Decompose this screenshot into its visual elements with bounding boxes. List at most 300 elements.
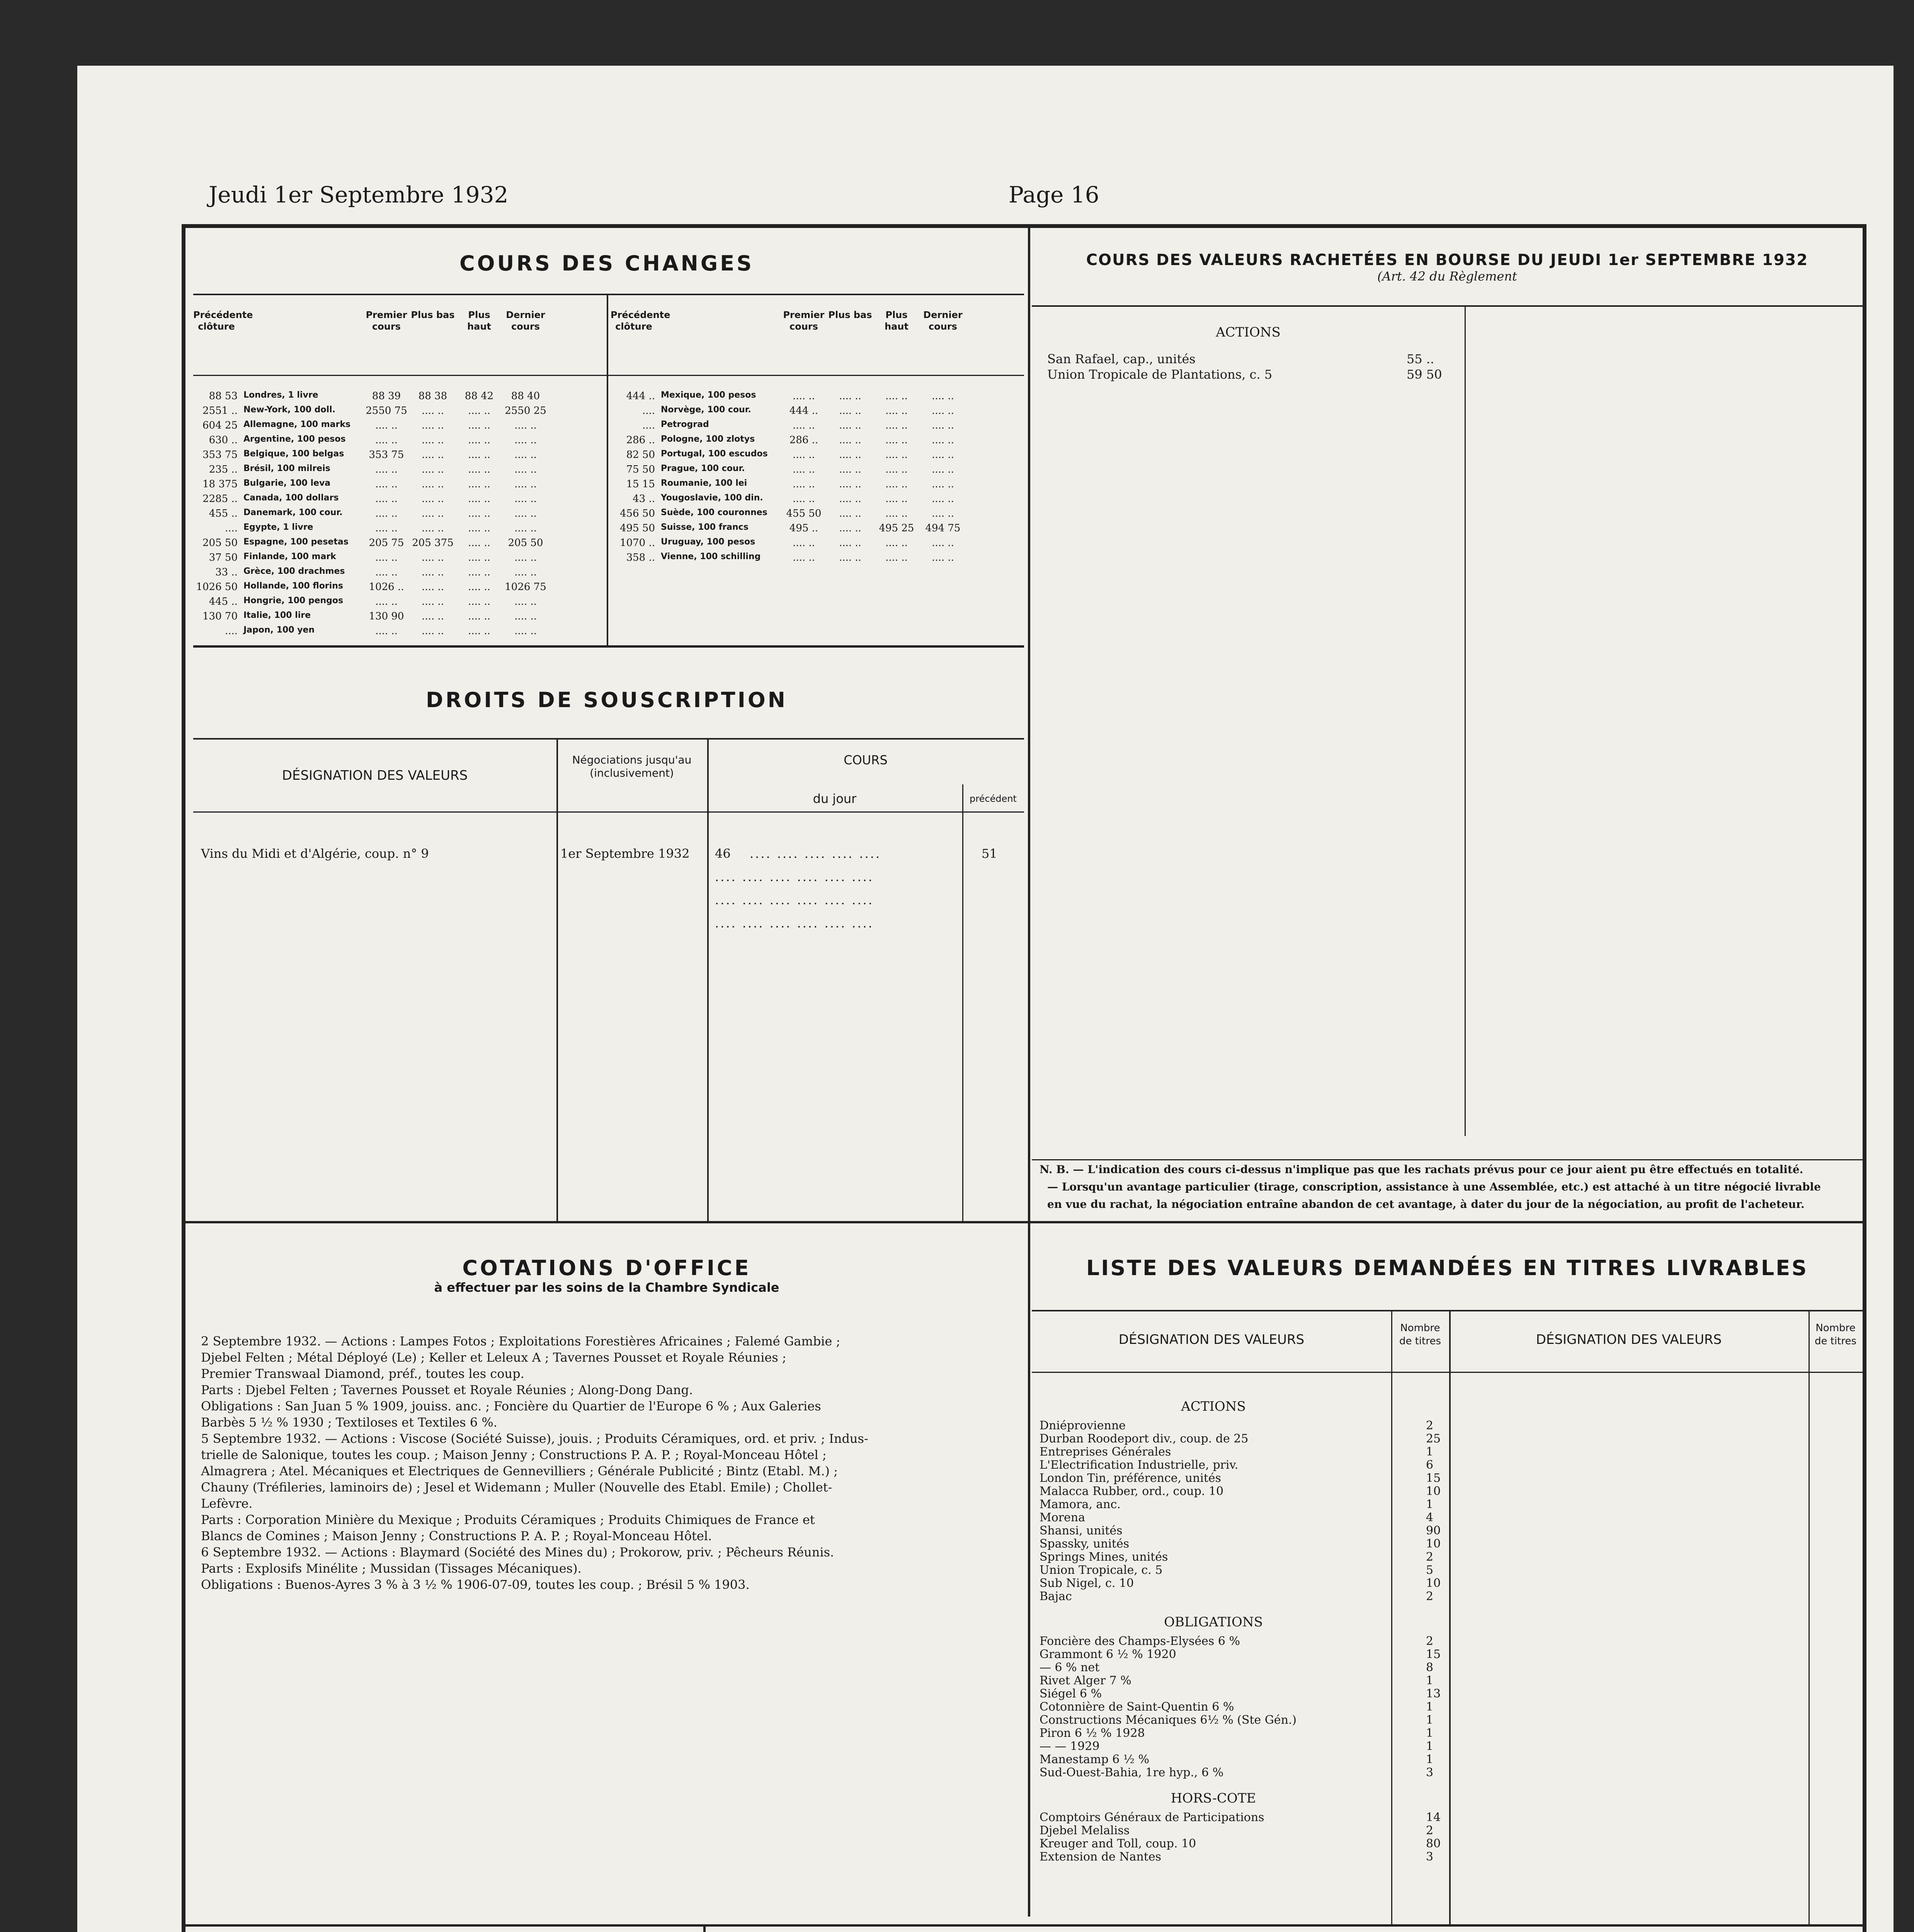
droits-col-cours: COURS [844, 753, 888, 767]
prev-close: 235 .. [209, 464, 238, 475]
prev-close: 456 50 [620, 508, 655, 519]
changes-right-row [611, 552, 1020, 566]
changes-left-row [193, 464, 603, 478]
cell-bas: .... .. [422, 522, 444, 534]
changes-right-row [611, 420, 1020, 434]
cell-dernier: .... .. [932, 508, 954, 519]
prev-close: 43 .. [633, 493, 655, 505]
currency-name: Portugal, 100 escudos [661, 449, 768, 459]
cotations-title: COTATIONS D'OFFICE [462, 1256, 751, 1280]
livrables-name: Springs Mines, unités [1040, 1550, 1168, 1564]
changes-right-row [611, 405, 1020, 420]
livrables-title: LISTE DES VALEURS DEMANDÉES EN TITRES LIVRABLES [1086, 1256, 1809, 1280]
cotations-line: Parts : Explosifs Minélite ; Mussidan (Tissages Mécaniques). [201, 1561, 582, 1576]
cell-dernier: 1026 75 [505, 581, 546, 593]
changes-left-row [193, 420, 603, 434]
livrables-section [1036, 1256, 1859, 1280]
livrables-row [1040, 1590, 1445, 1603]
livrables-col3 [1809, 1310, 1810, 1924]
cell-premier: .... .. [793, 464, 815, 475]
cell-haut: 88 42 [464, 390, 494, 402]
cell-haut: .... .. [468, 434, 490, 446]
cell-premier: .... .. [375, 566, 398, 578]
prev-close: 2285 .. [202, 493, 238, 505]
livrables-row [1040, 1550, 1445, 1563]
changes-right-row [611, 449, 1020, 464]
rachetees-nb-rule [1032, 1159, 1863, 1160]
livrables-row [1040, 1713, 1445, 1726]
cell-haut: .... .. [468, 420, 490, 431]
livrables-count: 8 [1426, 1661, 1434, 1674]
livrables-row [1040, 1471, 1445, 1485]
cotations-line: Obligations : Buenos-Ayres 3 % à 3 ½ % 1906-07-09, toutes les coup. ; Brésil 5 % 1903. [201, 1577, 750, 1592]
droits-col-du-jour: du jour [813, 791, 857, 806]
cell-haut: .... .. [468, 478, 490, 490]
livrables-row [1040, 1458, 1445, 1471]
livrables-count: 10 [1426, 1485, 1441, 1498]
cell-premier: .... .. [375, 493, 398, 505]
cell-dernier: .... .. [514, 449, 537, 461]
livrables-row [1040, 1498, 1445, 1511]
changes-left-row [193, 596, 603, 611]
cell-bas: 88 38 [418, 390, 447, 402]
livrables-count: 25 [1426, 1432, 1441, 1446]
livrables-col-nombre: Nombre de titres [1399, 1322, 1441, 1347]
cell-haut: .... .. [885, 464, 908, 475]
livrables-row [1040, 1419, 1445, 1432]
changes-right-col-5: Dernier cours [923, 310, 963, 332]
changes-left-row [193, 625, 603, 640]
cotations-line: Blancs de Comines ; Maison Jenny ; Constructions P. A. P. ; Royal-Monceau Hôtel. [201, 1529, 712, 1543]
cell-bas: .... .. [839, 537, 861, 549]
livrables-name: London Tin, préférence, unités [1040, 1471, 1222, 1485]
currency-name: Prague, 100 cour. [661, 464, 745, 473]
rachetees-nb-1: N. B. — L'indication des cours ci-dessus n'implique pas que les rachats prévus pour ce jour aient pu être effectués en totalité. [1040, 1163, 1803, 1176]
cell-premier: 455 50 [786, 508, 822, 519]
livrables-row [1040, 1577, 1445, 1590]
cell-dernier: .... .. [932, 537, 954, 549]
changes-left-row [193, 566, 603, 581]
cell-premier: 88 39 [372, 390, 401, 402]
currency-name: Norvège, 100 cour. [661, 405, 751, 415]
cell-bas: .... .. [839, 464, 861, 475]
cell-premier: .... .. [375, 508, 398, 519]
cell-haut: .... .. [885, 434, 908, 446]
currency-name: Belgique, 100 belgas [243, 449, 344, 459]
droits-col-designation: DÉSIGNATION DES VALEURS [282, 768, 468, 783]
cell-haut: .... .. [885, 449, 908, 461]
changes-left-row [193, 522, 603, 537]
livrables-name: Malacca Rubber, ord., coup. 10 [1040, 1485, 1224, 1498]
cell-bas: .... .. [839, 552, 861, 563]
cell-haut: .... .. [468, 596, 490, 607]
livrables-name: Sud-Ouest-Bahia, 1re hyp., 6 % [1040, 1766, 1224, 1779]
cell-premier: .... .. [375, 464, 398, 475]
livrables-count: 6 [1426, 1458, 1434, 1472]
livrables-header-rule [1032, 1372, 1863, 1373]
prev-close: 1026 50 [196, 581, 238, 593]
currency-name: Bulgarie, 100 leva [243, 478, 331, 488]
currency-name: Suisse, 100 francs [661, 522, 749, 532]
cell-haut: .... .. [885, 478, 908, 490]
prev-close: 495 50 [620, 522, 655, 534]
cell-haut: .... .. [885, 537, 908, 549]
cotations-subtitle: à effectuer par les soins de la Chambre Syndicale [434, 1280, 779, 1295]
cell-bas: .... .. [422, 405, 444, 417]
cell-premier: .... .. [793, 552, 815, 563]
livrables-row [1040, 1432, 1445, 1445]
cotations-line: trielle de Salonique, toutes les coup. ; Maison Jenny ; Constructions P. A. P. ; Royal-Monceau Hôtel ; [201, 1447, 827, 1462]
livrables-count: 13 [1426, 1687, 1441, 1701]
livrables-list [1040, 1387, 1445, 1863]
cell-bas: .... .. [839, 420, 861, 431]
cell-dernier: 494 75 [925, 522, 961, 534]
cell-dernier: .... .. [514, 420, 537, 431]
prev-close: 444 .. [626, 390, 655, 402]
cell-haut: .... .. [468, 493, 490, 505]
livrables-count: 2 [1426, 1634, 1434, 1648]
changes-right-row [611, 508, 1020, 522]
changes-right-row [611, 522, 1020, 537]
cell-dernier: .... .. [932, 552, 954, 563]
cell-premier: 444 .. [789, 405, 818, 417]
cotations-line: Premier Transwaal Diamond, préf., toutes les coup. [201, 1366, 524, 1381]
cell-dernier: .... .. [932, 420, 954, 431]
livrables-count: 2 [1426, 1419, 1434, 1432]
livrables-name: — 6 % net [1040, 1661, 1100, 1674]
cell-bas: .... .. [839, 522, 861, 534]
cell-premier: .... .. [793, 537, 815, 549]
droits-section [193, 688, 1020, 712]
cell-haut: .... .. [885, 493, 908, 505]
livrables-row [1040, 1445, 1445, 1458]
column-divider-bottom [703, 1924, 706, 1932]
droits-dots-3: .... .... .... .... .... .... [715, 893, 874, 907]
livrables-count: 5 [1426, 1563, 1434, 1577]
changes-bottom-rule [193, 645, 1024, 648]
cell-bas: .... .. [839, 478, 861, 490]
livrables-name: Shansi, unités [1040, 1524, 1123, 1537]
cell-dernier: .... .. [514, 522, 537, 534]
livrables-name: Durban Roodeport div., coup. de 25 [1040, 1432, 1249, 1446]
currency-name: Finlande, 100 mark [243, 552, 336, 561]
droits-row-jour: 46 [715, 846, 731, 861]
livrables-count: 1 [1426, 1700, 1434, 1714]
livrables-row [1040, 1648, 1445, 1661]
content-frame [182, 224, 1866, 1932]
droits-header-rule [193, 811, 1024, 813]
livrables-name: Grammont 6 ½ % 1920 [1040, 1648, 1176, 1661]
column-divider-top [1028, 228, 1030, 1917]
changes-left-col-0: Précédente clôture [193, 310, 253, 332]
livrables-row [1040, 1700, 1445, 1713]
changes-left-col-4: Plus haut [467, 310, 491, 332]
cell-dernier: .... .. [514, 464, 537, 475]
changes-right-col-3: Plus bas [828, 310, 872, 320]
prev-close: 455 .. [209, 508, 238, 519]
droits-row-date: 1er Septembre 1932 [560, 846, 690, 861]
cell-dernier: .... .. [514, 566, 537, 578]
currency-name: Roumanie, 100 lei [661, 478, 747, 488]
livrables-row [1040, 1850, 1445, 1863]
rachetees-nb-3: en vue du rachat, la négociation entraîne abandon de cet avantage, à dater du jour de la négociation, au profit de l'acheteur. [1047, 1198, 1805, 1211]
livrables-name: Djebel Melaliss [1040, 1824, 1130, 1837]
livrables-name: Morena [1040, 1511, 1085, 1524]
rachetees-section [1036, 251, 1859, 284]
cell-bas: .... .. [839, 405, 861, 417]
droits-row-name: Vins du Midi et d'Algérie, coup. n° 9 [201, 846, 429, 861]
cell-haut: .... .. [468, 566, 490, 578]
currency-name: Allemagne, 100 marks [243, 420, 351, 429]
livrables-count: 1 [1426, 1726, 1434, 1740]
livrables-count: 1 [1426, 1713, 1434, 1727]
livrables-col-designation-2: DÉSIGNATION DES VALEURS [1536, 1332, 1722, 1347]
changes-mid-divider [607, 294, 608, 645]
cell-premier: 205 75 [369, 537, 404, 549]
livrables-row [1040, 1511, 1445, 1524]
rachetees-row-1-name: San Rafael, cap., unités [1047, 352, 1196, 366]
cotations-line: 2 Septembre 1932. — Actions : Lampes Fotos ; Exploitations Forestières Africaines ; Falemé Gambie ; [201, 1334, 840, 1349]
cell-bas: .... .. [422, 420, 444, 431]
cell-dernier: .... .. [932, 464, 954, 475]
cell-dernier: .... .. [514, 625, 537, 637]
livrables-row [1040, 1563, 1445, 1577]
changes-left-row [193, 478, 603, 493]
cell-premier: 130 90 [369, 611, 404, 622]
cell-dernier: .... .. [932, 478, 954, 490]
currency-name: Hongrie, 100 pengos [243, 596, 344, 605]
livrables-count: 14 [1426, 1811, 1441, 1824]
livrables-section-label: OBLIGATIONS [1164, 1614, 1263, 1630]
droits-col1 [556, 738, 558, 1221]
changes-header-rule [193, 294, 1024, 295]
livrables-name: Comptoirs Généraux de Participations [1040, 1811, 1264, 1824]
livrables-count: 15 [1426, 1471, 1441, 1485]
livrables-row [1040, 1766, 1445, 1779]
livrables-name: Spassky, unités [1040, 1537, 1130, 1551]
prev-close: 18 375 [202, 478, 238, 490]
prev-close: .... [225, 522, 238, 534]
livrables-count: 2 [1426, 1550, 1434, 1564]
cell-premier: .... .. [793, 449, 815, 461]
cell-premier: .... .. [793, 478, 815, 490]
prev-close: 75 50 [626, 464, 655, 475]
cell-haut: 495 25 [879, 522, 914, 534]
cell-dernier: .... .. [932, 493, 954, 505]
changes-left-col-5: Dernier cours [506, 310, 545, 332]
cell-bas: .... .. [422, 464, 444, 475]
cell-bas: .... .. [422, 581, 444, 593]
currency-name: Egypte, 1 livre [243, 522, 313, 532]
droits-dots: .... .... .... .... .... [750, 846, 881, 861]
currency-name: Italie, 100 lire [243, 611, 311, 620]
cell-premier: .... .. [375, 434, 398, 446]
livrables-count: 10 [1426, 1577, 1441, 1590]
currency-name: Argentine, 100 pesos [243, 434, 346, 444]
prev-close: 353 75 [202, 449, 238, 461]
cell-premier: .... .. [375, 596, 398, 607]
cell-premier: 286 .. [789, 434, 818, 446]
currency-name: Uruguay, 100 pesos [661, 537, 755, 547]
cell-haut: .... .. [885, 405, 908, 417]
cell-dernier: 2550 25 [505, 405, 546, 417]
changes-title: COURS DES CHANGES [459, 251, 754, 276]
prev-close: 2551 .. [202, 405, 238, 417]
cell-dernier: .... .. [932, 405, 954, 417]
cell-haut: .... .. [885, 390, 908, 402]
cotations-line: 5 Septembre 1932. — Actions : Viscose (Société Suisse), jouis. ; Produits Céramiques, ord. et priv. ; Indus- [201, 1431, 868, 1446]
cell-dernier: .... .. [932, 449, 954, 461]
droits-col3 [962, 784, 963, 1221]
cell-bas: .... .. [839, 508, 861, 519]
cotations-line: Djebel Felten ; Métal Déployé (Le) ; Keller et Leleux A ; Tavernes Pousset et Royale Réunies ; [201, 1350, 786, 1365]
prev-close: 15 15 [626, 478, 655, 490]
currency-name: Espagne, 100 pesetas [243, 537, 349, 547]
livrables-row [1040, 1661, 1445, 1674]
cell-bas: .... .. [422, 434, 444, 446]
livrables-count: 1 [1426, 1740, 1434, 1753]
row-divider-1 [185, 1221, 1863, 1223]
changes-left-col-3: Plus bas [411, 310, 455, 320]
livrables-name: Cotonnière de Saint-Quentin 6 % [1040, 1700, 1234, 1714]
livrables-row [1040, 1837, 1445, 1850]
cell-dernier: .... .. [514, 508, 537, 519]
cell-haut: .... .. [468, 449, 490, 461]
livrables-name: Kreuger and Toll, coup. 10 [1040, 1837, 1196, 1850]
droits-title: DROITS DE SOUSCRIPTION [426, 688, 788, 712]
livrables-count: 4 [1426, 1511, 1434, 1524]
prev-close: 1070 .. [620, 537, 655, 549]
livrables-count: 90 [1426, 1524, 1441, 1537]
cell-dernier: .... .. [514, 552, 537, 563]
cell-dernier: .... .. [932, 434, 954, 446]
prev-close: .... [642, 420, 655, 431]
cell-bas: 205 375 [412, 537, 454, 549]
cell-haut: .... .. [468, 508, 490, 519]
livrables-name: L'Electrification Industrielle, priv. [1040, 1458, 1239, 1472]
rachetees-title: COURS DES VALEURS RACHETÉES EN BOURSE DU JEUDI 1er SEPTEMBRE 1932 [1086, 251, 1809, 269]
changes-left-col-2: Premier cours [366, 310, 407, 332]
livrables-row [1040, 1824, 1445, 1837]
changes-right-row [611, 478, 1020, 493]
livrables-row [1040, 1634, 1445, 1648]
rachetees-section-label: ACTIONS [1216, 325, 1281, 340]
livrables-name: Foncière des Champs-Elysées 6 % [1040, 1634, 1240, 1648]
cell-bas: .... .. [422, 566, 444, 578]
cotations-text [201, 1333, 1020, 1593]
changes-left-row [193, 552, 603, 566]
cell-bas: .... .. [839, 434, 861, 446]
cell-dernier: .... .. [932, 390, 954, 402]
cell-dernier: .... .. [514, 478, 537, 490]
livrables-count: 10 [1426, 1537, 1441, 1551]
cell-haut: .... .. [468, 537, 490, 549]
prev-close: .... [225, 625, 238, 637]
rachetees-divider [1465, 305, 1466, 1136]
changes-left-row [193, 611, 603, 625]
changes-left-row [193, 405, 603, 420]
cell-premier: .... .. [375, 625, 398, 637]
cell-premier: .... .. [375, 420, 398, 431]
prev-close: 205 50 [202, 537, 238, 549]
cell-haut: .... .. [885, 552, 908, 563]
cotations-line: Chauny (Tréfileries, laminoirs de) ; Jesel et Widemann ; Muller (Nouvelle des Etabl. Emile) ; Chollet- [201, 1480, 832, 1495]
livrables-section-label: ACTIONS [1181, 1399, 1246, 1414]
cell-dernier: 88 40 [511, 390, 540, 402]
cotations-line: Barbès 5 ½ % 1930 ; Textiloses et Textiles 6 %. [201, 1415, 497, 1430]
droits-dots-4: .... .... .... .... .... .... [715, 916, 874, 930]
currency-name: Japon, 100 yen [243, 625, 315, 635]
rachetees-row-2-value: 59 50 [1407, 367, 1442, 382]
livrables-col-designation: DÉSIGNATION DES VALEURS [1118, 1332, 1305, 1347]
livrables-row [1040, 1524, 1445, 1537]
cell-bas: .... .. [839, 493, 861, 505]
prev-close: 286 .. [626, 434, 655, 446]
livrables-row [1040, 1674, 1445, 1687]
cotations-section [193, 1256, 1020, 1295]
prev-close: 358 .. [626, 552, 655, 563]
cell-bas: .... .. [422, 493, 444, 505]
rachetees-row-2-name: Union Tropicale de Plantations, c. 5 [1047, 367, 1273, 382]
cell-bas: .... .. [839, 390, 861, 402]
changes-right-table [611, 298, 1020, 645]
livrables-row [1040, 1740, 1445, 1753]
currency-name: Grèce, 100 drachmes [243, 566, 345, 576]
cell-haut: .... .. [468, 405, 490, 417]
livrables-col-nombre-2: Nombre de titres [1814, 1322, 1857, 1347]
cell-premier: 495 .. [789, 522, 818, 534]
changes-left-row [193, 493, 603, 508]
cell-haut: .... .. [468, 464, 490, 475]
changes-right-row [611, 390, 1020, 405]
currency-name: Pologne, 100 zlotys [661, 434, 755, 444]
cell-dernier: 205 50 [508, 537, 543, 549]
livrables-name: Rivet Alger 7 % [1040, 1674, 1131, 1687]
changes-right-row [611, 493, 1020, 508]
changes-section [193, 251, 1020, 276]
cotations-line: 6 Septembre 1932. — Actions : Blaymard (Société des Mines du) ; Prokorow, priv. ; Pêcheurs Réunis. [201, 1545, 834, 1560]
livrables-count: 1 [1426, 1753, 1434, 1766]
cell-premier: .... .. [375, 552, 398, 563]
livrables-col2 [1449, 1310, 1451, 1924]
prev-close: 82 50 [626, 449, 655, 461]
droits-dots-2: .... .... .... .... .... .... [715, 869, 874, 884]
livrables-count: 1 [1426, 1674, 1434, 1687]
currency-name: New-York, 100 doll. [243, 405, 335, 415]
cotations-line: Obligations : San Juan 5 % 1909, jouiss. anc. ; Foncière du Quartier de l'Europe 6 % ; Aux Galeries [201, 1399, 821, 1413]
livrables-row [1040, 1485, 1445, 1498]
droits-col-precedent: précédent [970, 793, 1017, 804]
changes-right-col-2: Premier cours [783, 310, 825, 332]
livrables-row [1040, 1753, 1445, 1766]
cotations-line: Parts : Corporation Minière du Mexique ; Produits Céramiques ; Produits Chimiques de France et [201, 1512, 815, 1527]
livrables-count: 15 [1426, 1648, 1441, 1661]
livrables-name: Piron 6 ½ % 1928 [1040, 1726, 1145, 1740]
currency-name: Londres, 1 livre [243, 390, 318, 400]
cell-premier: .... .. [375, 522, 398, 534]
livrables-name: Dniéprovienne [1040, 1419, 1126, 1432]
cell-dernier: .... .. [514, 596, 537, 607]
prev-close: .... [642, 405, 655, 417]
cell-dernier: .... .. [514, 434, 537, 446]
cell-haut: .... .. [468, 581, 490, 593]
cell-dernier: .... .. [514, 493, 537, 505]
livrables-row [1040, 1537, 1445, 1550]
cell-haut: .... .. [468, 552, 490, 563]
cell-premier: 353 75 [369, 449, 404, 461]
cotations-line: Lefèvre. [201, 1496, 253, 1511]
row-divider-2 [185, 1924, 1863, 1927]
